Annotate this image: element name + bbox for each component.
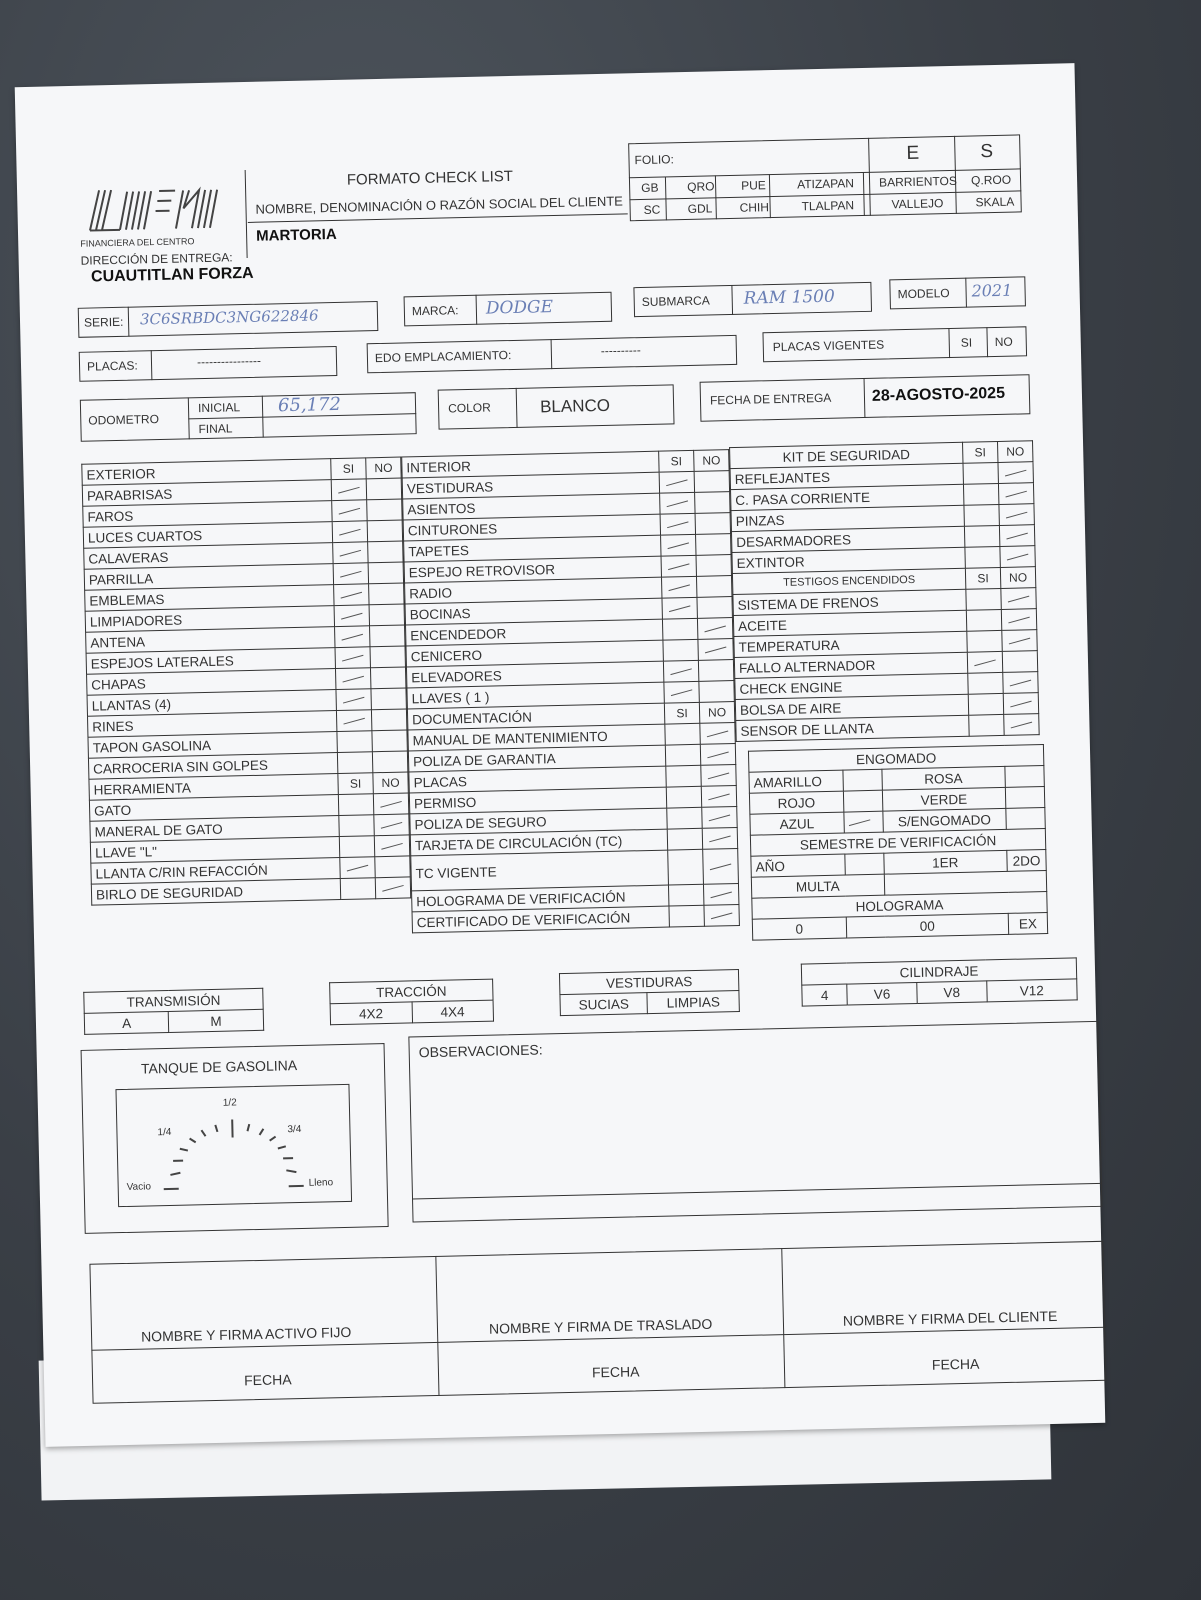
placas-value: ---------------- xyxy=(196,353,262,370)
interior-item: CENICERO xyxy=(406,640,663,667)
check-si[interactable] xyxy=(966,609,1001,631)
documentacion-item: PLACAS xyxy=(409,766,666,793)
check-si[interactable] xyxy=(336,689,371,711)
check-si[interactable] xyxy=(660,513,695,535)
branch-tlalpan: TLALPAN xyxy=(801,198,855,214)
kit-item: C. PASA CORRIENTE xyxy=(731,484,964,510)
cilindraje-v12[interactable]: V12 xyxy=(986,979,1077,1002)
cilindraje-header: CILINDRAJE xyxy=(801,958,1076,985)
client-value: MARTORIA xyxy=(255,225,337,245)
documentacion-item: HOLOGRAMA DE VERIFICACIÓN xyxy=(412,885,669,912)
holograma-header: HOLOGRAMA xyxy=(752,891,1047,919)
branch-pue: PUE xyxy=(740,178,766,193)
engomado-table xyxy=(748,744,1048,941)
check-si[interactable] xyxy=(964,504,999,526)
branch-chih: CHIH xyxy=(739,200,770,215)
testigos-item: SENSOR DE LLANTA xyxy=(736,715,969,741)
kit-si-header: SI xyxy=(963,441,998,463)
firma-traslado[interactable]: NOMBRE Y FIRMA DE TRASLADO xyxy=(488,1315,713,1337)
check-no[interactable] xyxy=(998,483,1033,505)
semestre-header: SEMESTRE DE VERIFICACIÓN xyxy=(750,829,1045,857)
engomado-check[interactable] xyxy=(843,811,882,833)
check-no[interactable] xyxy=(368,541,403,563)
multa-label: MULTA xyxy=(751,874,884,898)
check-no[interactable] xyxy=(375,877,410,899)
semestre-2do: 2DO xyxy=(1007,850,1046,872)
check-no[interactable] xyxy=(999,525,1034,547)
check-no[interactable] xyxy=(696,555,731,577)
interior-item: ESPEJO RETROVISOR xyxy=(404,556,661,583)
check-no[interactable] xyxy=(372,751,407,773)
check-si[interactable] xyxy=(662,618,697,640)
documentacion-no-header: NO xyxy=(699,702,734,724)
client-label: NOMBRE, DENOMINACIÓN O RAZÓN SOCIAL DEL CLIENTE xyxy=(255,193,624,217)
transmision-m[interactable]: M xyxy=(168,1009,263,1032)
check-no[interactable] xyxy=(697,597,732,619)
engomado-rosa: ROSA xyxy=(881,766,1005,790)
logo-caption: FINANCIERA DEL CENTRO xyxy=(80,236,195,249)
gauge-empty: Vacio xyxy=(126,1181,152,1193)
check-si[interactable] xyxy=(337,752,372,774)
exterior-item: ESPEJOS LATERALES xyxy=(86,648,335,675)
check-no[interactable] xyxy=(370,625,405,647)
check-si[interactable] xyxy=(663,639,698,661)
edo-label: EDO EMPLACAMIENTO: xyxy=(374,348,512,366)
interior-table xyxy=(401,449,740,933)
check-no[interactable] xyxy=(701,786,736,808)
engomado-azul: AZUL xyxy=(750,812,844,835)
check-si[interactable] xyxy=(340,857,375,879)
exterior-item: ANTENA xyxy=(86,627,335,654)
check-no[interactable] xyxy=(698,639,733,661)
check-no[interactable] xyxy=(371,709,406,731)
check-si[interactable] xyxy=(335,647,370,669)
interior-item: BOCINAS xyxy=(405,598,662,625)
check-no[interactable] xyxy=(701,765,736,787)
herramienta-no-header: NO xyxy=(373,772,408,794)
documentacion-header: DOCUMENTACIÓN xyxy=(407,703,664,730)
check-si[interactable] xyxy=(665,723,700,745)
interior-item: ELEVADORES xyxy=(406,661,663,688)
gauge-full: Lleno xyxy=(308,1177,334,1189)
interior-item: ASIENTOS xyxy=(403,493,660,520)
exterior-no-header: NO xyxy=(366,457,401,479)
check-si[interactable] xyxy=(333,542,368,564)
check-si[interactable] xyxy=(667,807,702,829)
check-no[interactable] xyxy=(702,827,737,849)
exterior-item: CALAVERAS xyxy=(84,543,333,570)
firma-cliente[interactable]: NOMBRE Y FIRMA DEL CLIENTE xyxy=(842,1307,1058,1329)
documentacion-item: TARJETA DE CIRCULACIÓN (TC) xyxy=(410,829,667,856)
kit-item: PINZAS xyxy=(731,505,964,531)
inicial-value: 65,172 xyxy=(277,393,342,417)
check-no[interactable] xyxy=(373,793,408,815)
kit-table xyxy=(729,440,1040,742)
submarca-value: RAM 1500 xyxy=(743,286,836,309)
firma-activo-fijo[interactable]: NOMBRE Y FIRMA ACTIVO FIJO xyxy=(140,1323,352,1345)
branch-gdl: GDL xyxy=(687,201,713,216)
exterior-item: LUCES CUARTOS xyxy=(83,522,332,549)
vestiduras-sucias[interactable]: SUCIAS xyxy=(560,993,648,1016)
branch-barrientos: BARRIENTOS xyxy=(878,173,958,190)
fecha-entrega-label: FECHA DE ENTREGA xyxy=(709,390,832,408)
check-si[interactable] xyxy=(331,479,366,501)
folio-label: FOLIO: xyxy=(634,152,675,168)
traccion-4x4[interactable]: 4X4 xyxy=(412,1000,494,1023)
documentacion-si-header: SI xyxy=(664,702,699,724)
check-no[interactable] xyxy=(695,513,730,535)
engomado-header: ENGOMADO xyxy=(748,745,1043,773)
engomado-verde: VERDE xyxy=(882,787,1006,811)
kit-item: EXTINTOR xyxy=(732,547,965,573)
check-si[interactable] xyxy=(335,626,370,648)
placas-vigentes-label: PLACAS VIGENTES xyxy=(772,337,885,355)
check-no[interactable] xyxy=(700,744,735,766)
check-no[interactable] xyxy=(367,520,402,542)
exterior-table xyxy=(81,457,411,906)
exterior-si-header: SI xyxy=(331,458,366,480)
traccion-4x2[interactable]: 4X2 xyxy=(330,1002,412,1025)
engomado-check[interactable] xyxy=(1005,787,1044,809)
holograma-00: 00 xyxy=(846,913,1009,938)
exterior-item: EMBLEMAS xyxy=(85,585,334,612)
check-si[interactable] xyxy=(669,905,704,927)
check-si[interactable] xyxy=(659,471,694,493)
interior-si-header: SI xyxy=(659,450,694,472)
vestiduras-header: VESTIDURAS xyxy=(559,970,738,995)
check-no[interactable] xyxy=(374,835,409,857)
holograma-ex: EX xyxy=(1008,912,1047,934)
fecha-traslado[interactable]: FECHA xyxy=(591,1363,640,1381)
modelo-value: 2021 xyxy=(971,280,1013,301)
check-no[interactable] xyxy=(375,856,410,878)
exterior-item: LLANTAS (4) xyxy=(87,690,336,717)
engomado-check[interactable] xyxy=(1005,766,1044,788)
check-si[interactable] xyxy=(668,849,704,885)
check-no[interactable] xyxy=(999,504,1034,526)
traccion-table xyxy=(329,979,494,1026)
check-si[interactable] xyxy=(969,714,1004,736)
check-si[interactable] xyxy=(663,660,698,682)
check-no[interactable] xyxy=(369,583,404,605)
fuel-gauge[interactable] xyxy=(115,1084,352,1207)
kit-item: REFLEJANTES xyxy=(730,463,963,489)
transmision-header: TRANSMISIÓN xyxy=(84,988,263,1013)
fecha-activo-fijo[interactable]: FECHA xyxy=(243,1371,292,1389)
check-no[interactable] xyxy=(694,471,729,493)
delivery-label: DIRECCIÓN DE ENTREGA: xyxy=(80,250,233,268)
check-si[interactable] xyxy=(339,836,374,858)
transmision-table xyxy=(83,988,264,1035)
submarca-label: SUBMARCA xyxy=(641,293,710,310)
check-no[interactable] xyxy=(374,814,409,836)
documentacion-item: PERMISO xyxy=(409,787,666,814)
kit-item: DESARMADORES xyxy=(731,526,964,552)
testigos-item: CHECK ENGINE xyxy=(735,673,968,699)
check-no[interactable] xyxy=(1001,609,1036,631)
exterior-item: TAPON GASOLINA xyxy=(88,732,337,759)
check-si[interactable] xyxy=(334,584,369,606)
branch-gb: GB xyxy=(640,180,659,196)
check-si[interactable] xyxy=(336,710,371,732)
exterior-item: LIMPIADORES xyxy=(85,606,334,633)
check-si[interactable] xyxy=(964,525,999,547)
traccion-header: TRACCIÓN xyxy=(330,979,493,1004)
check-si[interactable] xyxy=(968,693,1003,715)
interior-item: CINTURONES xyxy=(403,514,660,541)
documentacion-item: CERTIFICADO DE VERIFICACIÓN xyxy=(412,906,669,933)
check-si[interactable] xyxy=(963,483,998,505)
engomado-check[interactable] xyxy=(843,790,882,812)
check-si[interactable] xyxy=(339,815,374,837)
check-no[interactable] xyxy=(697,618,732,640)
holograma-0: 0 xyxy=(752,917,846,940)
engomado-sin: S/ENGOMADO xyxy=(882,808,1006,832)
exterior-header: EXTERIOR xyxy=(82,459,331,486)
check-si[interactable] xyxy=(335,668,370,690)
check-si[interactable] xyxy=(661,555,696,577)
check-no[interactable] xyxy=(368,562,403,584)
check-no[interactable] xyxy=(1002,651,1037,673)
herramienta-si-header: SI xyxy=(338,773,373,795)
engomado-check[interactable] xyxy=(842,769,881,791)
interior-item: ENCENDEDOR xyxy=(406,619,663,646)
check-si[interactable] xyxy=(665,744,700,766)
company-logo xyxy=(79,177,241,251)
placas-label: PLACAS: xyxy=(86,358,138,374)
delivery-value: CUAUTITLAN FORZA xyxy=(90,264,254,286)
fecha-entrega-value: 28-AGOSTO-2025 xyxy=(871,384,1006,405)
interior-item: TAPETES xyxy=(404,535,661,562)
check-no[interactable] xyxy=(695,492,730,514)
herramienta-header: HERRAMIENTA xyxy=(89,774,338,801)
testigos-si-header: SI xyxy=(965,567,1000,589)
check-si[interactable] xyxy=(666,786,701,808)
check-si[interactable] xyxy=(333,563,368,585)
inicial-label: INICIAL xyxy=(197,400,241,416)
check-si[interactable] xyxy=(340,878,375,900)
vestiduras-table xyxy=(559,969,740,1016)
testigos-item: ACEITE xyxy=(733,610,966,636)
check-si[interactable] xyxy=(337,731,372,753)
engomado-check[interactable] xyxy=(1006,808,1045,830)
documentacion-item: TC VIGENTE xyxy=(411,850,669,891)
check-si[interactable] xyxy=(668,884,703,906)
check-si[interactable] xyxy=(662,597,697,619)
marca-label: MARCA: xyxy=(411,303,459,319)
color-value: BLANCO xyxy=(539,395,611,417)
check-no[interactable] xyxy=(1003,693,1038,715)
check-no[interactable] xyxy=(370,667,405,689)
check-si[interactable] xyxy=(666,765,701,787)
testigos-no-header: NO xyxy=(1000,567,1035,589)
check-no[interactable] xyxy=(700,723,735,745)
exterior-item: PARRILLA xyxy=(84,564,333,591)
check-si[interactable] xyxy=(664,681,699,703)
check-no[interactable] xyxy=(369,604,404,626)
branch-qro: QRO xyxy=(686,179,715,194)
herramienta-item: BIRLO DE SEGURIDAD xyxy=(91,879,340,906)
exterior-item: PARABRISAS xyxy=(82,480,331,507)
check-no[interactable] xyxy=(704,904,739,926)
herramienta-item: MANERAL DE GATO xyxy=(90,816,339,843)
check-si[interactable] xyxy=(963,462,998,484)
exterior-item: RINES xyxy=(87,711,336,738)
check-no[interactable] xyxy=(696,576,731,598)
check-no[interactable] xyxy=(1000,546,1035,568)
documentacion-item: MANUAL DE MANTENIMIENTO xyxy=(408,724,665,751)
odometro-label: ODOMETRO xyxy=(88,412,160,428)
form-title: FORMATO CHECK LIST xyxy=(346,167,514,189)
cilindraje-4[interactable]: 4 xyxy=(802,984,848,1006)
check-si[interactable] xyxy=(338,794,373,816)
check-no[interactable] xyxy=(367,499,402,521)
documentacion-item: POLIZA DE SEGURO xyxy=(410,808,667,835)
check-si[interactable] xyxy=(661,534,696,556)
branch-qroo: Q.ROO xyxy=(970,172,1012,188)
branch-vallejo: VALLEJO xyxy=(891,196,944,212)
placas-vigentes-si: SI xyxy=(960,335,973,350)
branch-skala: SKALA xyxy=(975,194,1015,210)
check-si[interactable] xyxy=(667,828,702,850)
exterior-item: FAROS xyxy=(83,501,332,528)
check-no[interactable] xyxy=(1001,588,1036,610)
herramienta-item: GATO xyxy=(89,795,338,822)
check-no[interactable] xyxy=(703,848,739,884)
check-si[interactable] xyxy=(966,588,1001,610)
branch-atizapan: ATIZAPAN xyxy=(796,176,855,192)
tanque-header: TANQUE DE GASOLINA xyxy=(140,1057,298,1077)
check-si[interactable] xyxy=(660,492,695,514)
interior-item: RADIO xyxy=(405,577,662,604)
herramienta-item: LLANTA C/RIN REFACCIÓN xyxy=(91,858,340,885)
gauge-three-quarter: 3/4 xyxy=(287,1123,302,1136)
final-label: FINAL xyxy=(198,421,233,437)
marca-value: DODGE xyxy=(485,297,554,319)
documentacion-item: POLIZA DE GARANTIA xyxy=(408,745,665,772)
kit-no-header: NO xyxy=(998,441,1033,463)
check-no[interactable] xyxy=(1003,672,1038,694)
placas-vigentes-no: NO xyxy=(994,334,1013,350)
testigos-item: SISTEMA DE FRENOS xyxy=(733,589,966,615)
modelo-label: MODELO xyxy=(897,286,950,302)
testigos-item: FALLO ALTERNADOR xyxy=(734,652,967,678)
engomado-amarillo: AMARILLO xyxy=(749,770,843,793)
herramienta-item: LLAVE "L" xyxy=(90,837,339,864)
engomado-rojo: ROJO xyxy=(749,791,843,814)
check-si[interactable] xyxy=(968,672,1003,694)
check-no[interactable] xyxy=(366,478,401,500)
check-si[interactable] xyxy=(661,576,696,598)
folio-e: E xyxy=(906,142,920,164)
kit-header: KIT DE SEGURIDAD xyxy=(730,442,963,468)
transmision-a[interactable]: A xyxy=(84,1011,169,1034)
cilindraje-v8[interactable]: V8 xyxy=(917,981,987,1004)
check-no[interactable] xyxy=(370,646,405,668)
semestre-1er: 1ER xyxy=(883,850,1007,874)
check-no[interactable] xyxy=(1004,714,1039,736)
branch-sc: SC xyxy=(643,202,661,217)
fecha-cliente[interactable]: FECHA xyxy=(931,1355,980,1373)
testigos-item: TEMPERATURA xyxy=(734,631,967,657)
check-no[interactable] xyxy=(998,462,1033,484)
testigos-header: TESTIGOS ENCENDIDOS xyxy=(732,568,965,594)
check-no[interactable] xyxy=(703,883,738,905)
check-si[interactable] xyxy=(965,546,1000,568)
gauge-half: 1/2 xyxy=(222,1097,237,1109)
check-si[interactable] xyxy=(332,500,367,522)
checklist-sheet xyxy=(15,63,1106,1447)
anio-value[interactable] xyxy=(844,853,883,875)
folio-s: S xyxy=(980,141,994,163)
gauge-quarter: 1/4 xyxy=(157,1126,172,1139)
serie-value: 3C6SRBDC3NG622846 xyxy=(139,306,319,329)
check-no[interactable] xyxy=(696,534,731,556)
check-no[interactable] xyxy=(699,681,734,703)
check-no[interactable] xyxy=(371,688,406,710)
testigos-item: BOLSA DE AIRE xyxy=(735,694,968,720)
interior-item: LLAVES ( 1 ) xyxy=(407,682,664,709)
check-si[interactable] xyxy=(967,651,1002,673)
exterior-item: CARROCERIA SIN GOLPES xyxy=(88,753,337,780)
exterior-item: CHAPAS xyxy=(87,669,336,696)
color-label: COLOR xyxy=(447,400,491,416)
interior-item: VESTIDURAS xyxy=(402,472,659,499)
check-no[interactable] xyxy=(698,660,733,682)
observaciones-label: OBSERVACIONES: xyxy=(418,1041,543,1061)
edo-value: ---------- xyxy=(600,343,641,358)
check-si[interactable] xyxy=(334,605,369,627)
serie-label: SERIE: xyxy=(83,314,124,330)
cilindraje-v6[interactable]: V6 xyxy=(847,982,917,1005)
check-no[interactable] xyxy=(702,807,737,829)
interior-no-header: NO xyxy=(694,450,729,472)
check-no[interactable] xyxy=(372,730,407,752)
check-si[interactable] xyxy=(967,630,1002,652)
anio-label: AÑO xyxy=(751,854,845,877)
check-si[interactable] xyxy=(332,521,367,543)
check-no[interactable] xyxy=(1002,630,1037,652)
cilindraje-table xyxy=(801,957,1078,1006)
interior-header: INTERIOR xyxy=(402,451,659,478)
vestiduras-limpias[interactable]: LIMPIAS xyxy=(647,991,739,1014)
